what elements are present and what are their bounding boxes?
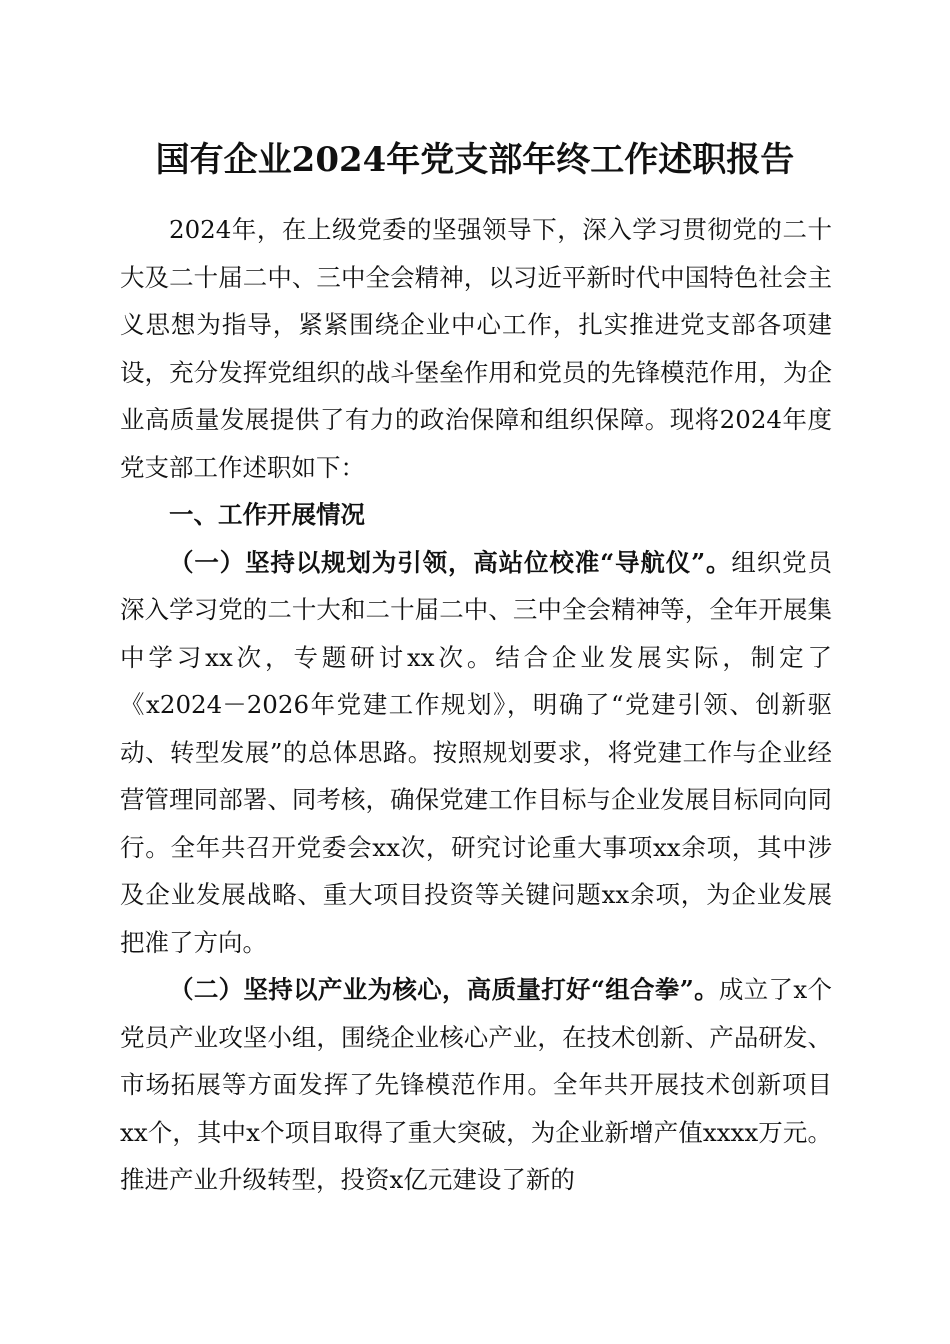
item-1-paragraph — [120, 539, 832, 967]
document-title: 国有企业2024年党支部年终工作述职报告 — [155, 140, 795, 180]
section-heading: 一、工作开展情况 — [169, 500, 365, 529]
item-2-lead: （二）坚持以产业为核心，高质量打好“组合拳”。 — [169, 975, 719, 1004]
item-2-paragraph — [120, 966, 832, 1204]
document-body — [120, 206, 832, 1204]
intro-paragraph: 2024年，在上级党委的坚强领导下，深入学习贯彻党的二十大及二十届二中、三中全会精神，以习近平新时代中国特色社会主义思想为指导，紧紧围绕企业中心工作，扎实推进党支部各项建设，充分发挥党组织的战斗堡垒作用和党员的先锋模范作用，为企业高质量发展提供了有力的政治保障和组织保障。现将2024年度党支部工作述职如下： — [120, 215, 832, 482]
item-1-body: 组织党员深入学习党的二十大和二十届二中、三中全会精神等，全年开展集中学习xx次，专题研讨xx次。结合企业发展实际，制定了《x2024－2026年党建工作规划》，明确了“党建引领、创新驱动、转型发展”的总体思路。按照规划要求，将党建工作与企业经营管理同部署、同考核，确保党建工作目标与企业发展目标同向同行。全年共召开党委会xx次，研究讨论重大事项xx余项，其中涉及企业发展战略、重大项目投资等关键问题xx余项，为企业发展把准了方向。 — [120, 547, 832, 957]
item-1-lead: （一）坚持以规划为引领，高站位校准“导航仪”。 — [169, 547, 732, 577]
item-2-body: 成立了x个党员产业攻坚小组，围绕企业核心产业，在技术创新、产品研发、市场拓展等方面发挥了先锋模范作用。全年共开展技术创新项目xx个，其中x个项目取得了重大突破，为企业新增产值xxxx万元。推进产业升级转型，投资x亿元建设了新的 — [120, 975, 832, 1194]
